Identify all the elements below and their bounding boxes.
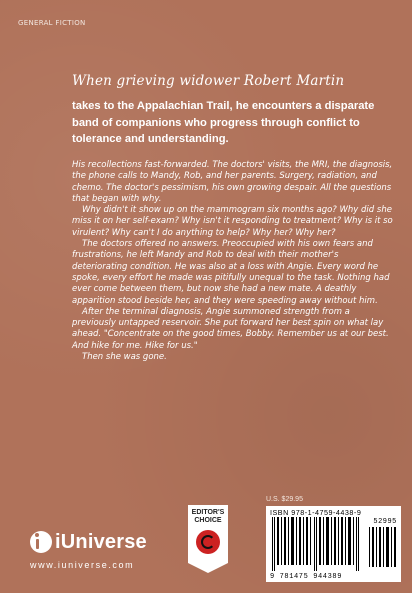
excerpt <box>72 160 396 363</box>
publisher-name: iUniverse <box>55 530 147 553</box>
lead-blurb <box>72 98 402 148</box>
excerpt-paragraph: The doctors offered no answers. Preoccupied with his own fears and frustrations, he left Mandy and Rob to deal with their mother's deteriorating condition. He was also at a loss with Angie. Every word he spoke, every effort he made was pitifully unequal to the task. Nothing had ever come between them, but now she had a new mate. A deathly apparition stood beside her, and they were speeding away without him. <box>72 239 390 306</box>
lead-script-line: When grieving widower Robert Martin <box>72 73 345 89</box>
publisher-logo <box>30 527 147 557</box>
barcode <box>266 506 401 582</box>
badge-label <box>188 509 228 525</box>
price-label: U.S. $29.95 <box>266 496 303 503</box>
genre-label: GENERAL FICTION <box>18 19 86 27</box>
lead-blurb-text: takes to the Appalachian Trail, he encounters a disparate band of companions who progress through conflict to tolerance and understanding. <box>72 100 375 145</box>
excerpt-paragraph: After the terminal diagnosis, Angie summoned strength from a previously untapped reservoir. She put forward her best spin on what lay ahead. "Concentrate on the good times, Bobby. Remember us at our best. And hike for me. Hike for us." <box>72 306 389 351</box>
publisher-url: www.iuniverse.com <box>30 560 135 570</box>
barcode-bars-icon <box>272 517 368 571</box>
excerpt-paragraph: Then she was gone. <box>82 352 167 363</box>
barcode-addon-icon <box>369 527 397 567</box>
editors-choice-badge <box>186 505 230 573</box>
price-code-text: 52995 <box>373 518 397 525</box>
iuniverse-logo-icon <box>30 531 52 553</box>
badge-label-line2: CHOICE <box>194 517 222 524</box>
seal-icon <box>196 530 220 554</box>
excerpt-paragraph: Why didn't it show up on the mammogram six months ago? Why did she miss it on her self-exam? Why isn't it responding to treatment? Why is it so virulent? Why can't I do anything to help? Why her? Why her? <box>72 205 393 238</box>
badge-label-line1: EDITOR'S <box>191 509 225 516</box>
isbn-text: ISBN 978-1-4759-4438-9 <box>270 508 362 517</box>
barcode-number: 9 781475 944389 <box>270 573 343 581</box>
excerpt-paragraph: His recollections fast-forwarded. The doctors' visits, the MRI, the diagnosis, the phone calls to Mandy, Rob, and her parents. Surgery, radiation, and chemo. The doctor's pessimism, his own growing despair. All the questions that began with why. <box>72 160 393 204</box>
